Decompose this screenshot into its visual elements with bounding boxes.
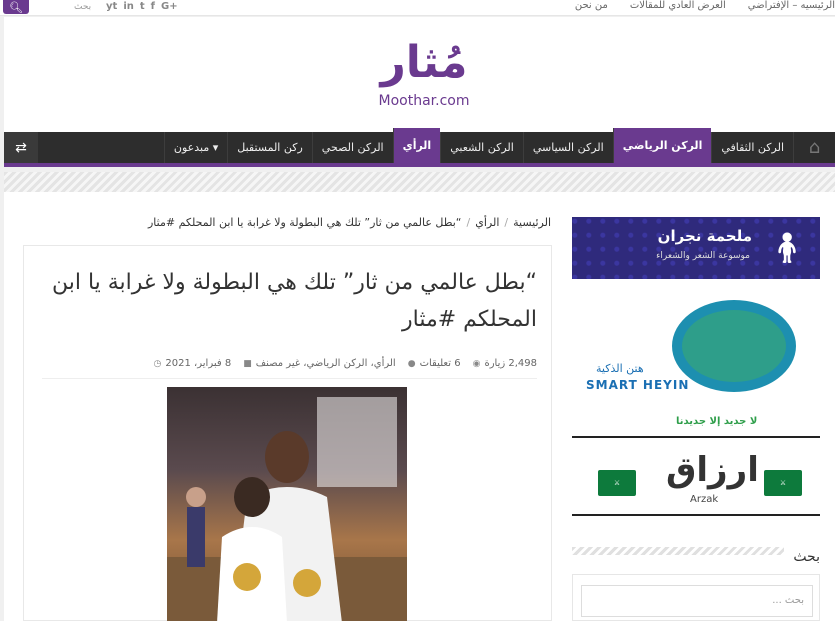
breadcrumb-section[interactable]: الرأي <box>475 216 500 229</box>
post-comments[interactable] <box>408 358 461 369</box>
site-header <box>4 17 835 132</box>
search-widget-title: بحث <box>793 549 820 565</box>
post-views-text: 2,498 زيارة <box>484 358 537 369</box>
facebook-icon[interactable]: f <box>150 1 155 12</box>
youtube-icon[interactable]: yt <box>106 1 118 12</box>
post-date-text: 8 فبراير، 2021 <box>165 358 232 369</box>
eye-icon: ◉ <box>472 358 481 369</box>
sidebar-search-input[interactable]: بحث ... <box>581 585 813 617</box>
logo-arabic: مُثار <box>380 37 468 88</box>
top-bar <box>0 0 835 16</box>
ad-arzak-english: Arzak <box>690 494 719 505</box>
nav-item-health[interactable]: الركن الصحي <box>312 132 393 163</box>
post-card <box>23 245 552 621</box>
post-featured-image <box>167 387 407 621</box>
post-date <box>154 358 232 369</box>
main-nav <box>4 132 835 167</box>
nav-item-future[interactable]: ركن المستقبل <box>227 132 312 163</box>
post-title: “بطل عالمي من ثار” تلك هي البطولة ولا غرابة يا ابن المحلكم #مثار <box>51 270 537 332</box>
site-logo[interactable] <box>374 33 474 117</box>
nav-item-culture[interactable]: الركن الثقافي <box>711 132 793 163</box>
ad-najran-title: ملحمة نجران <box>657 227 752 245</box>
nav-item-sports[interactable]: الركن الرياضي <box>613 128 712 163</box>
search-widget <box>572 574 820 621</box>
ad-heyin-english: SMART HEYIN <box>586 378 690 392</box>
ad-arzak[interactable] <box>572 448 820 516</box>
shuffle-icon[interactable]: ⇄ <box>4 132 38 163</box>
nav-item-politics[interactable]: الركن السياسي <box>523 132 613 163</box>
top-links <box>575 0 835 16</box>
nav-item-creators[interactable]: مبدعون ▾ <box>164 132 227 163</box>
logo-english: Moothar.com <box>378 93 470 109</box>
top-search-label[interactable]: بحث <box>74 2 92 12</box>
top-link-about[interactable]: من نحن <box>574 0 608 11</box>
heyin-logo-icon <box>672 300 796 392</box>
post-comments-text[interactable]: 6 تعليقات <box>419 358 461 369</box>
breadcrumb-home[interactable]: الرئيسية <box>513 216 551 229</box>
linkedin-icon[interactable]: in <box>123 1 134 12</box>
twitter-icon[interactable]: t <box>139 1 145 12</box>
nav-item-opinion[interactable]: الرأي <box>393 128 441 163</box>
breadcrumb: الرئيسية/الرأي/“بطل عالمي من ثار” تلك هي البطولة ولا غرابة يا ابن المحلكم #مثار <box>148 216 551 229</box>
post-divider <box>42 378 537 379</box>
najran-logo-icon: 🧍︎ <box>768 231 807 266</box>
widget-stripes <box>572 547 784 555</box>
ad-smart-heyin[interactable] <box>572 292 820 438</box>
post-views <box>473 358 537 369</box>
ad-heyin-arabic: هتن الذكية <box>596 362 644 375</box>
photo-illustration <box>167 387 407 621</box>
home-icon[interactable]: ⌂ <box>793 132 835 163</box>
folder-icon: ■ <box>243 358 252 369</box>
search-icon[interactable]: 🔍︎ <box>3 0 29 14</box>
breadcrumb-current: “بطل عالمي من ثار” تلك هي البطولة ولا غرابة يا ابن المحلكم #مثار <box>148 216 462 229</box>
comments-icon: ● <box>407 358 416 369</box>
post-categories[interactable] <box>243 358 396 369</box>
saudi-flag-icon: ⚔ <box>598 470 636 496</box>
saudi-flag-icon: ⚔ <box>764 470 802 496</box>
ad-najran-subtitle: موسوعة الشعر والشعراء <box>656 251 750 261</box>
decorative-band <box>4 172 835 192</box>
top-link-articles[interactable]: العرض العادي للمقالات <box>629 0 726 11</box>
nav-item-folk[interactable]: الركن الشعبي <box>440 132 523 163</box>
post-categories-text[interactable]: الرأي، الركن الرياضي، غير مصنف <box>255 358 396 369</box>
clock-icon: ◷ <box>153 358 162 369</box>
google-plus-icon[interactable]: G+ <box>161 1 178 12</box>
social-icons <box>106 1 178 12</box>
post-meta <box>154 358 537 369</box>
top-link-home[interactable]: الرئيسيه – الإفتراضي <box>747 0 835 11</box>
ad-najran[interactable] <box>572 217 820 279</box>
ad-arzak-arabic: ارزاق <box>666 450 759 490</box>
ad-heyin-tagline: لا جديد إلا جديدنا <box>676 416 758 427</box>
search-widget-header <box>572 547 820 567</box>
